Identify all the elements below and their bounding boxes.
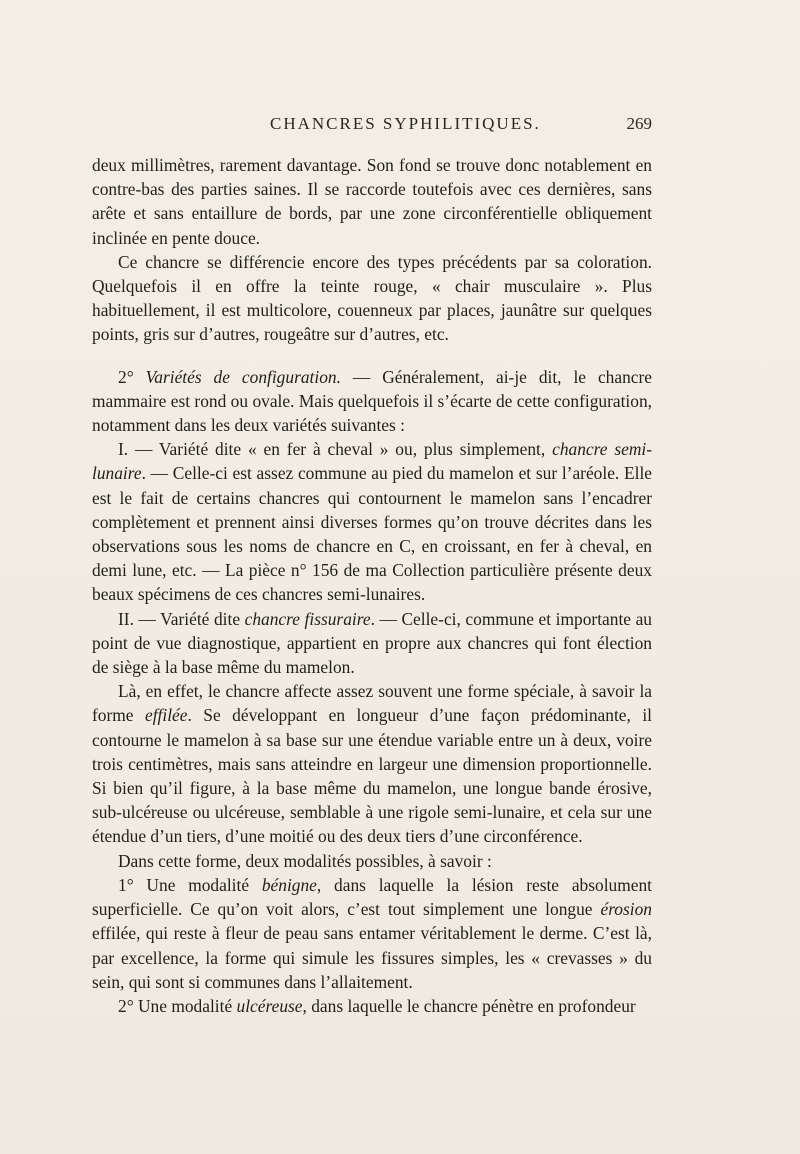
italic-term: chancre semi-lunaire [92,439,652,484]
page-number: 269 [626,114,652,133]
section-heading: Variétés de configuration. [145,366,341,387]
paragraph-text: . Se développant en longueur d’une façon prédominante, il contourne le mamelon à sa base sur une étendue variable entre un à deux, voire trois centimètres, mais sans atteindre en largeur une dimension proportionnelle. Si bien qu’il figure, à la base même du mamelon, une longue bande érosive, sub-ulcéreuse ou ulcéreuse, semblable à une rigole semi-lunaire, et cela sur une étendue d’un tiers, d’une moitié ou des deux tiers d’une circonférence. [92,705,652,847]
section-paragraph [92,365,652,438]
paragraph-text: . — Celle-ci, commune et importante au point de vue diagnostique, appartient en propre aux chancres qui font élection de siège à la base même du mamelon. [92,608,653,678]
paragraph [92,849,652,873]
paragraph-text: Dans cette forme, deux modalités possibles, à savoir : [118,850,492,871]
paragraph [92,437,652,606]
italic-term: chancre fissuraire [244,608,371,629]
paragraph-text: effilée, qui reste à fleur de peau sans entamer véritablement le derme. C’est là, par excellence, la forme qui simule les fissures simples, les « crevasses » du sein, qui sont si communes dans l’allaitement. [92,923,652,992]
body-text [92,153,652,1018]
paragraph-lead: II. — Variété dite [118,608,245,629]
paragraph-text: — Généralement, ai-je dit, le chancre mammaire est rond ou ovale. Mais quelquefois il s’écarte de cette configuration, notamment dans les deux variétés suivantes : [92,366,653,436]
paragraph-lead: Là, en effet, le chancre affecte assez souvent une forme spéciale, à savoir la forme [92,681,652,726]
section-number: 2° [118,366,146,387]
paragraph [92,994,652,1018]
paragraph [92,153,652,250]
paragraph-text: , dans laquelle la lésion reste absolument superficielle. Ce qu’on voit alors, c’est tout simplement une longue [92,874,652,920]
page-header [92,114,652,140]
paragraph-lead: I. — Variété dite « en fer à cheval » ou, plus simplement, [118,439,553,460]
paragraph-text: Ce chancre se différencie encore des types précédents par sa coloration. Quelquefois il en offre la teinte rouge, « chair musculaire ». Plus habituellement, il est multicolore, couenneux par places, jaunâtre sur quelques points, gris sur d’autres, rougeâtre sur d’autres, etc. [92,251,652,345]
paragraph-lead: 2° Une modalité [118,995,237,1016]
running-title: CHANCRES SYPHILITIQUES. [270,114,541,133]
italic-term: ulcéreuse [236,995,303,1016]
paragraph-lead: 1° Une modalité [118,874,262,895]
paragraph [92,873,652,994]
paragraph [92,679,652,848]
italic-term: érosion [600,899,652,920]
paragraph [92,250,652,347]
italic-term: bénigne [261,874,317,895]
paragraph-text: , dans laquelle le chancre pénètre en profondeur [302,995,636,1016]
italic-term: effilée [145,705,188,726]
paragraph-text: deux millimètres, rarement davantage. Son fond se trouve donc notablement en contre-bas des parties saines. Il se raccorde toutefois avec ces dernières, sans arête et sans entaillure de bords, par une zone circonférentielle obliquement inclinée en pente douce. [92,155,652,248]
paragraph [92,607,652,680]
paragraph-text: . — Celle-ci est assez commune au pied du mamelon et sur l’aréole. Elle est le fait de certains chancres qui contournent le mamelon sans l’encadrer complètement et prennent ainsi diverses formes qu’on trouve décrites dans les observations sous les noms de chancre en C, en croissant, en fer à cheval, en demi lune, etc. — La pièce n° 156 de ma Collection particulière présente deux beaux spécimens de ces chancres semi-lunaires. [92,463,652,605]
